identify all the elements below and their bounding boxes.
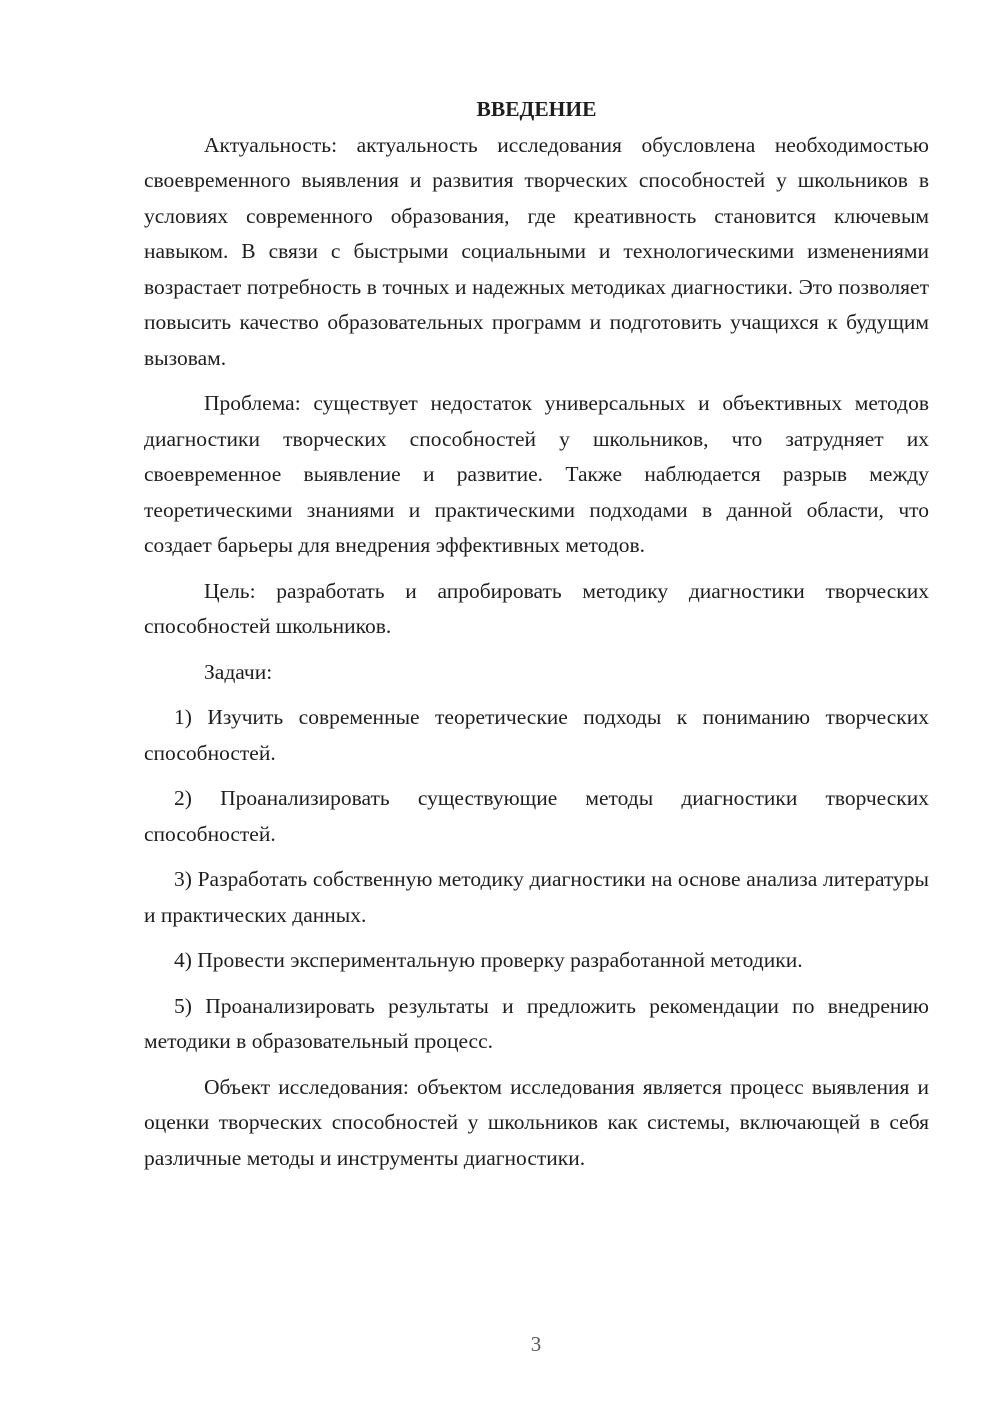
task-item-1: 1) Изучить современные теоретические подходы к пониманию творческих способностей.	[144, 705, 929, 765]
relevance-paragraph: Актуальность: актуальность исследования обусловлена необходимостью своевременного выявления и развития творческих способностей у школьников в условиях современного образования, где креативность становится ключевым навыком. В связи с быстрыми социальными и технологическими изменениями возрастает потребность в точных и надежных методиках диагностики. Это позволяет повысить качество образовательных программ и подготовить учащихся к будущим вызовам.	[144, 132, 929, 370]
goal-paragraph: Цель: разработать и апробировать методику диагностики творческих способностей школьников.	[144, 578, 929, 638]
page-content	[144, 92, 929, 1186]
tasks-heading: Задачи:	[204, 659, 273, 684]
problem-paragraph: Проблема: существует недостаток универсальных и объективных методов диагностики творческих способностей у школьников, что затрудняет их своевременное выявление и развитие. Также наблюдается разрыв между теоретическими знаниями и практическими подходами в данной области, что создает барьеры для внедрения эффективных методов.	[144, 391, 929, 557]
task-item-2: 2) Проанализировать существующие методы диагностики творческих способностей.	[144, 786, 929, 846]
task-item-4: 4) Провести экспериментальную проверку разработанной методики.	[174, 948, 803, 972]
section-title: ВВЕДЕНИЕ	[476, 97, 597, 121]
page-number: 3	[530, 1332, 542, 1356]
task-item-5: 5) Проанализировать результаты и предложить рекомендации по внедрению методики в образовательный процесс.	[144, 993, 929, 1053]
object-paragraph: Объект исследования: объектом исследования является процесс выявления и оценки творческих способностей у школьников как системы, включающей в себя различные методы и инструменты диагностики.	[144, 1074, 929, 1170]
task-item-3: 3) Разработать собственную методику диагностики на основе анализа литературы и практических данных.	[144, 867, 929, 927]
